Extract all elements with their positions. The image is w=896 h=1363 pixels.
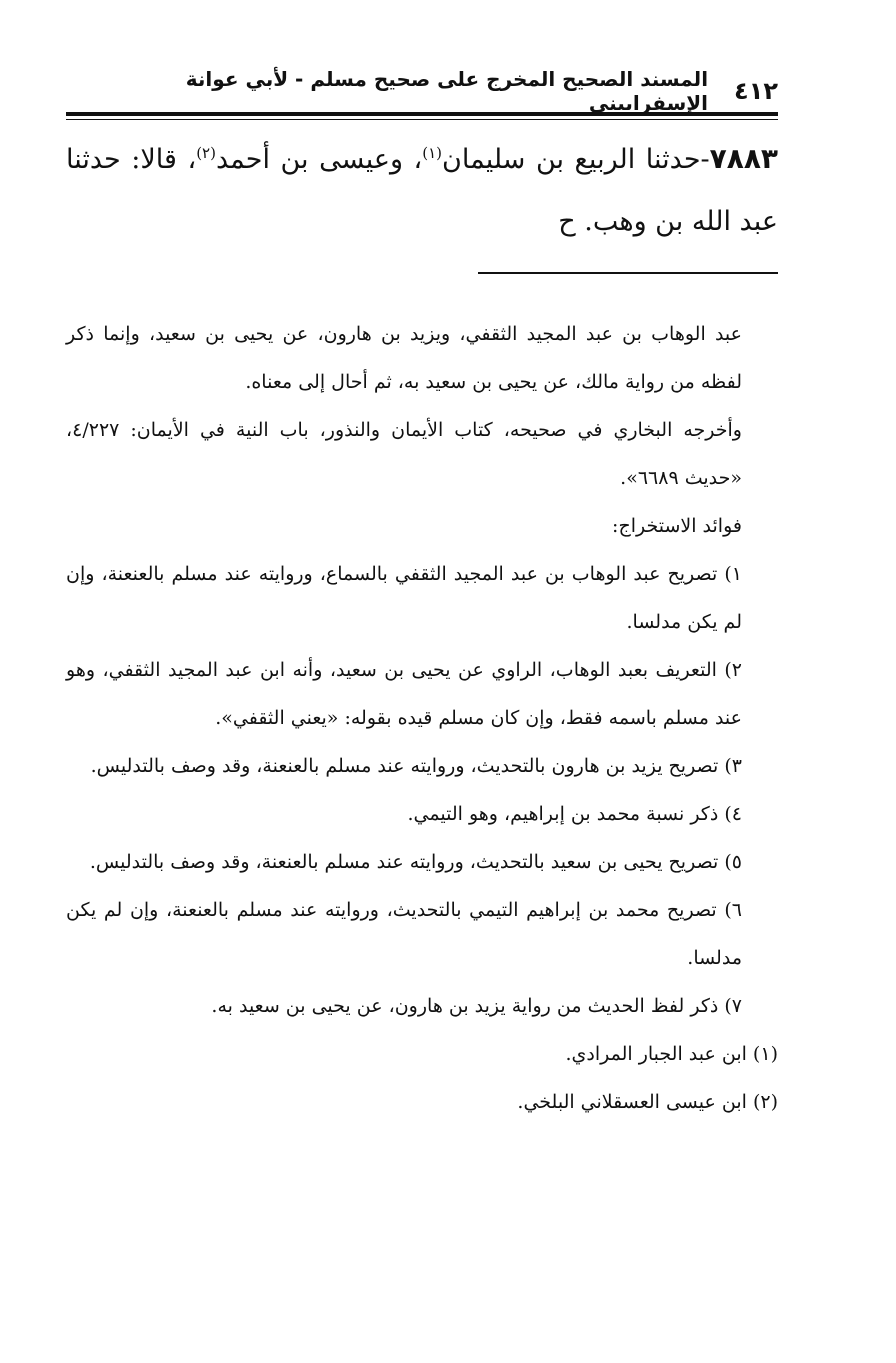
footnote-ref-2[interactable]: (٢) — [196, 144, 216, 162]
footnotes-section — [66, 310, 778, 1126]
hadith-text-part-2: ، وعيسى بن أحمد — [215, 144, 423, 175]
hadith-text — [66, 128, 778, 253]
benefit-item: ٦) تصريح محمد بن إبراهيم التيمي بالتحديث، وروايته عند مسلم بالعنعنة، وإن لم يكن مدلسا. — [66, 899, 742, 969]
footnote-separator — [478, 272, 778, 274]
benefit-item: ٧) ذكر لفظ الحديث من رواية يزيد بن هارون، عن يحيى بن سعيد به. — [211, 995, 742, 1017]
footnote-paragraph: عبد الوهاب بن عبد المجيد الثقفي، ويزيد بن هارون، عن يحيى بن سعيد، وإنما ذكر لفظه من رواية مالك، عن يحيى بن سعيد به، ثم أحال إلى معناه. — [66, 323, 742, 393]
footnote-ref-1[interactable]: (١) — [422, 144, 443, 162]
footnote-note-2: (٢) ابن عيسى العسقلاني البلخي. — [517, 1091, 778, 1113]
header-rule-thin — [66, 119, 778, 120]
footnote-paragraph: وأخرجه البخاري في صحيحه، كتاب الأيمان والنذور، باب النية في الأيمان: ٤/٢٢٧، «حديث ٦٦٨٩». — [66, 419, 742, 489]
running-title: المسند الصحيح المخرج على صحيح مسلم - لأبي عوانة الإسفراييني — [185, 67, 709, 115]
benefit-item: ٢) التعريف بعبد الوهاب، الراوي عن يحيى بن سعيد، وأنه ابن عبد المجيد الثقفي، وهو عند مسلم باسمه فقط، وإن كان مسلم قيده بقوله: «يعني الثقفي». — [66, 659, 742, 729]
page-number: ٤١٢ — [734, 77, 778, 105]
header-rule-thick — [66, 112, 778, 116]
page-header — [66, 67, 778, 115]
footnote-note-1: (١) ابن عبد الجبار المرادي. — [565, 1043, 778, 1065]
hadith-text-part-1: حدثنا الربيع بن سليمان — [442, 144, 701, 175]
hadith-dash: - — [700, 144, 710, 175]
hadith-text-part-3: ، قالا: حدثنا عبد الله بن وهب. ح — [66, 144, 778, 237]
benefit-item: ٤) ذكر نسبة محمد بن إبراهيم، وهو التيمي. — [407, 803, 742, 825]
benefit-item: ٣) تصريح يزيد بن هارون بالتحديث، وروايته عند مسلم بالعنعنة، وقد وصف بالتدليس. — [90, 755, 742, 777]
benefit-item: ٥) تصريح يحيى بن سعيد بالتحديث، وروايته عند مسلم بالعنعنة، وقد وصف بالتدليس. — [89, 851, 742, 873]
footnote-heading: فوائد الاستخراج: — [612, 515, 742, 537]
hadith-number: ٧٨٨٣ — [709, 142, 778, 175]
benefit-item: ١) تصريح عبد الوهاب بن عبد المجيد الثقفي بالسماع، وروايته عند مسلم بالعنعنة، وإن لم يكن مدلسا. — [66, 563, 742, 633]
